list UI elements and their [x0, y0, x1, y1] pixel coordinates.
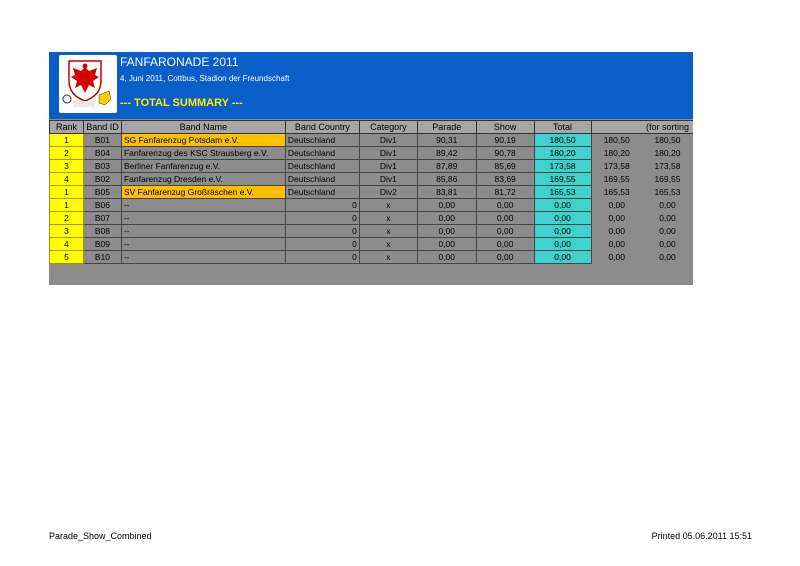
rank-cell: 5	[50, 251, 84, 264]
rank-cell: 1	[50, 186, 84, 199]
band-country-cell: Deutschland	[285, 186, 359, 199]
col-sort-1	[591, 121, 642, 134]
band-name-cell: Fanfarenzug des KSC Strausberg e.V.	[121, 147, 285, 160]
sort-value-2-cell: 0,00	[659, 226, 676, 236]
category-cell: x	[359, 212, 417, 225]
sort-value-2-cell: 180,50	[654, 135, 681, 146]
band-name-cell: SV Fanfarenzug Großräschen e.V.	[121, 186, 285, 199]
band-name-cell: --	[121, 238, 285, 251]
parade-cell: 0,00	[417, 251, 476, 264]
col-rank: Rank	[50, 121, 84, 134]
band-country-cell: 0	[285, 199, 359, 212]
sort-value-1-cell: 165,53	[603, 187, 630, 197]
band-name-cell: Fanfarenzug Dresden e.V.	[121, 173, 285, 186]
total-cell: 173,58	[534, 160, 591, 173]
total-cell: 0,00	[534, 251, 591, 264]
band-id-cell: B05	[83, 186, 121, 199]
sort-value-1-cell: 173,58	[603, 161, 630, 171]
total-cell: 169,55	[534, 173, 591, 186]
rank-cell: 2	[50, 212, 84, 225]
sort-value-2-cell: 173,58	[654, 161, 681, 171]
total-cell: 0,00	[534, 199, 591, 212]
sort-value-1-cell: 169,55	[603, 174, 630, 184]
band-id-cell: B09	[83, 238, 121, 251]
event-subtitle: 4. Juni 2011, Cottbus, Stadion der Freundschaft	[120, 74, 290, 83]
show-cell: 90,19	[476, 134, 534, 147]
table-row	[50, 199, 694, 212]
sort-value-2-cell: 180,20	[654, 148, 681, 158]
show-cell: 83,69	[476, 173, 534, 186]
sort-value-2-cell: 0,00	[659, 213, 676, 223]
rank-cell: 3	[50, 160, 84, 173]
category-cell: Div1	[359, 134, 417, 147]
show-cell: 85,69	[476, 160, 534, 173]
header-banner	[49, 52, 693, 119]
show-cell: 0,00	[476, 212, 534, 225]
table-row	[50, 134, 694, 147]
category-cell: Div1	[359, 147, 417, 160]
rank-cell: 2	[50, 147, 84, 160]
band-country-cell: 0	[285, 238, 359, 251]
table-row	[50, 212, 694, 225]
show-cell: 0,00	[476, 238, 534, 251]
band-id-cell: B07	[83, 212, 121, 225]
sort-value-1-cell: 0,00	[608, 226, 625, 236]
show-cell: 90,78	[476, 147, 534, 160]
sort-value-2-cell: 0,00	[659, 200, 676, 210]
table-row	[50, 251, 694, 264]
band-id-cell: B08	[83, 225, 121, 238]
total-cell: 0,00	[534, 212, 591, 225]
total-cell: 0,00	[534, 225, 591, 238]
parade-cell: 0,00	[417, 238, 476, 251]
table-row	[50, 160, 694, 173]
printed-timestamp-footer: Printed 05.06.2011 15:51	[651, 531, 752, 541]
col-band-name: Band Name	[121, 121, 285, 134]
band-id-cell: B10	[83, 251, 121, 264]
total-cell: 180,50	[534, 134, 591, 147]
table-row	[50, 186, 694, 199]
category-cell: x	[359, 251, 417, 264]
col-total: Total	[534, 121, 591, 134]
table-row	[50, 173, 694, 186]
results-table	[49, 120, 693, 264]
sort-value-1-cell: 0,00	[608, 200, 625, 210]
band-name-cell: --	[121, 251, 285, 264]
col-category: Category	[359, 121, 417, 134]
band-name-cell: Berliner Fanfarenzug e.V.	[121, 160, 285, 173]
brandenburg-eagle-logo	[59, 55, 117, 113]
band-name-cell: SG Fanfarenzug Potsdam e.V.	[121, 134, 285, 147]
band-country-cell: Deutschland	[285, 160, 359, 173]
band-id-cell: B02	[83, 173, 121, 186]
category-cell: Div1	[359, 173, 417, 186]
table-row	[50, 147, 694, 160]
parade-cell: 90,31	[417, 134, 476, 147]
show-cell: 0,00	[476, 199, 534, 212]
band-id-cell: B06	[83, 199, 121, 212]
band-id-cell: B03	[83, 160, 121, 173]
sort-value-1-cell: 180,50	[603, 135, 630, 146]
band-name-cell: --	[121, 212, 285, 225]
col-band-id: Band ID	[83, 121, 121, 134]
summary-sheet	[49, 52, 693, 285]
category-cell: x	[359, 225, 417, 238]
sort-value-2-cell: 165,53	[654, 187, 681, 197]
summary-heading: --- TOTAL SUMMARY ---	[120, 97, 243, 109]
rank-cell: 3	[50, 225, 84, 238]
band-id-cell: B04	[83, 147, 121, 160]
table-row	[50, 225, 694, 238]
rank-cell: 4	[50, 173, 84, 186]
band-country-cell: Deutschland	[285, 134, 359, 147]
parade-cell: 87,89	[417, 160, 476, 173]
col-show: Show	[476, 121, 534, 134]
show-cell: 81,72	[476, 186, 534, 199]
table-header-row	[50, 121, 694, 134]
sort-value-2-cell: 0,00	[659, 239, 676, 249]
parade-cell: 0,00	[417, 212, 476, 225]
show-cell: 0,00	[476, 251, 534, 264]
band-country-cell: 0	[285, 225, 359, 238]
sort-value-1-cell: 180,20	[603, 148, 630, 158]
total-cell: 165,53	[534, 186, 591, 199]
category-cell: x	[359, 199, 417, 212]
sort-value-1-cell: 0,00	[608, 213, 625, 223]
sort-value-1-cell: 0,00	[608, 239, 625, 249]
rank-cell: 4	[50, 238, 84, 251]
parade-cell: 83,81	[417, 186, 476, 199]
category-cell: x	[359, 238, 417, 251]
col-parade: Parade	[417, 121, 476, 134]
category-cell: Div1	[359, 160, 417, 173]
col-sort-2: (for sorting	[642, 121, 693, 134]
parade-cell: 89,42	[417, 147, 476, 160]
band-name-cell: --	[121, 199, 285, 212]
parade-cell: 85,86	[417, 173, 476, 186]
table-row	[50, 238, 694, 251]
col-band-country: Band Country	[285, 121, 359, 134]
band-name-cell: --	[121, 225, 285, 238]
band-country-cell: Deutschland	[285, 147, 359, 160]
sheet-name-footer: Parade_Show_Combined	[49, 531, 152, 541]
band-country-cell: Deutschland	[285, 173, 359, 186]
event-title: FANFARONADE 2011	[120, 55, 239, 69]
band-id-cell: B01	[83, 134, 121, 147]
parade-cell: 0,00	[417, 199, 476, 212]
total-cell: 180,20	[534, 147, 591, 160]
total-cell: 0,00	[534, 238, 591, 251]
parade-cell: 0,00	[417, 225, 476, 238]
show-cell: 0,00	[476, 225, 534, 238]
sort-value-2-cell: 169,55	[654, 174, 681, 184]
sort-value-1-cell: 0,00	[608, 252, 625, 262]
sort-value-2-cell: 0,00	[659, 252, 676, 262]
category-cell: Div2	[359, 186, 417, 199]
band-country-cell: 0	[285, 212, 359, 225]
eagle-logo-icon	[59, 55, 117, 113]
rank-cell: 1	[50, 199, 84, 212]
rank-cell: 1	[50, 134, 84, 147]
band-country-cell: 0	[285, 251, 359, 264]
